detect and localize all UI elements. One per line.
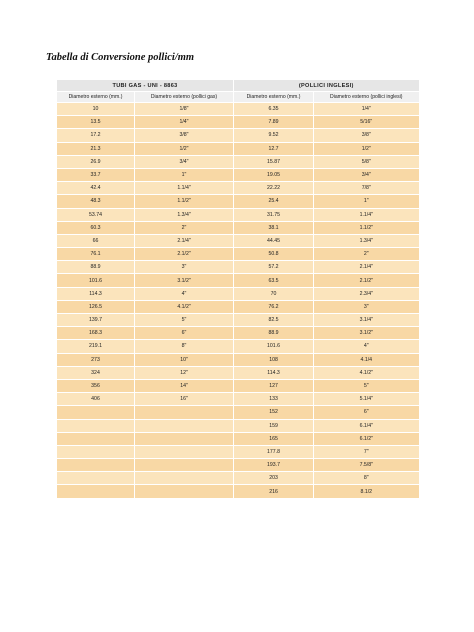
cell-mm-inglesi: 133 — [234, 393, 314, 406]
cell-pollici-inglesi: 5.1/4" — [314, 393, 419, 406]
cell-pollici-gas: 10" — [135, 353, 234, 366]
table-row — [57, 208, 419, 221]
cell-pollici-gas: 1.1/4" — [135, 182, 234, 195]
cell-mm-inglesi: 127 — [234, 379, 314, 392]
cell-mm-gas: 66 — [57, 234, 135, 247]
column-header-mm-inglesi: Diametro esterno (mm.) — [234, 92, 314, 103]
cell-pollici-inglesi: 1.1/2" — [314, 221, 419, 234]
cell-mm-inglesi: 38.1 — [234, 221, 314, 234]
cell-mm-gas: 76.1 — [57, 248, 135, 261]
cell-mm-inglesi: 22.22 — [234, 182, 314, 195]
table-row — [57, 314, 419, 327]
cell-mm-gas: 126.5 — [57, 300, 135, 313]
cell-mm-inglesi: 165 — [234, 432, 314, 445]
cell-pollici-inglesi: 1.1/4" — [314, 208, 419, 221]
table-row — [57, 419, 419, 432]
cell-mm-gas: 10 — [57, 103, 135, 116]
cell-mm-inglesi: 50.8 — [234, 248, 314, 261]
cell-pollici-gas — [135, 432, 234, 445]
cell-pollici-inglesi: 2.1/4" — [314, 261, 419, 274]
cell-pollici-gas: 1.1/2" — [135, 195, 234, 208]
cell-mm-inglesi: 82.5 — [234, 314, 314, 327]
cell-mm-inglesi: 12.7 — [234, 142, 314, 155]
cell-pollici-inglesi: 7" — [314, 445, 419, 458]
table-row — [57, 142, 419, 155]
cell-mm-gas — [57, 485, 135, 498]
cell-pollici-gas: 3.1/2" — [135, 274, 234, 287]
cell-mm-gas: 17.2 — [57, 129, 135, 142]
cell-pollici-inglesi: 4" — [314, 340, 419, 353]
cell-pollici-inglesi: 5/16" — [314, 116, 419, 129]
cell-mm-inglesi: 6.35 — [234, 103, 314, 116]
cell-pollici-inglesi: 2" — [314, 248, 419, 261]
cell-pollici-inglesi: 2.3/4" — [314, 287, 419, 300]
cell-mm-inglesi: 101.6 — [234, 340, 314, 353]
table-row — [57, 366, 419, 379]
table-row — [57, 300, 419, 313]
cell-mm-inglesi: 177.8 — [234, 445, 314, 458]
cell-mm-inglesi: 152 — [234, 406, 314, 419]
cell-mm-gas: 33.7 — [57, 168, 135, 181]
cell-pollici-gas: 2.1/2" — [135, 248, 234, 261]
cell-mm-inglesi: 216 — [234, 485, 314, 498]
cell-pollici-inglesi: 1.3/4" — [314, 234, 419, 247]
cell-pollici-inglesi: 3" — [314, 300, 419, 313]
table-row — [57, 393, 419, 406]
column-header-row — [57, 92, 419, 103]
table-row — [57, 155, 419, 168]
cell-mm-gas — [57, 459, 135, 472]
cell-mm-gas: 13.5 — [57, 116, 135, 129]
table-row — [57, 129, 419, 142]
cell-pollici-inglesi: 2.1/2" — [314, 274, 419, 287]
cell-pollici-gas: 5" — [135, 314, 234, 327]
cell-mm-gas: 53.74 — [57, 208, 135, 221]
cell-pollici-inglesi: 3.1/2" — [314, 327, 419, 340]
cell-mm-inglesi: 193.7 — [234, 459, 314, 472]
cell-mm-inglesi: 7.89 — [234, 116, 314, 129]
cell-pollici-inglesi: 3.1/4" — [314, 314, 419, 327]
table-row — [57, 406, 419, 419]
cell-mm-gas — [57, 472, 135, 485]
cell-mm-inglesi: 108 — [234, 353, 314, 366]
table-row — [57, 221, 419, 234]
cell-pollici-inglesi: 8" — [314, 472, 419, 485]
cell-pollici-gas: 14" — [135, 379, 234, 392]
cell-pollici-inglesi: 3/8" — [314, 129, 419, 142]
table-row — [57, 327, 419, 340]
cell-pollici-gas: 16" — [135, 393, 234, 406]
cell-pollici-inglesi: 3/4" — [314, 168, 419, 181]
cell-mm-gas: 88.9 — [57, 261, 135, 274]
cell-mm-inglesi: 203 — [234, 472, 314, 485]
cell-pollici-inglesi: 6" — [314, 406, 419, 419]
cell-pollici-inglesi: 1" — [314, 195, 419, 208]
group-header-inches: (POLLICI INGLESI) — [234, 80, 419, 92]
cell-mm-inglesi: 88.9 — [234, 327, 314, 340]
cell-mm-gas — [57, 432, 135, 445]
cell-mm-gas: 21.3 — [57, 142, 135, 155]
document-title: Tabella di Conversione pollici/mm — [46, 52, 195, 63]
cell-pollici-gas — [135, 419, 234, 432]
cell-pollici-inglesi: 7/8" — [314, 182, 419, 195]
cell-pollici-inglesi: 6.1/4" — [314, 419, 419, 432]
cell-mm-inglesi: 9.52 — [234, 129, 314, 142]
column-header-mm-gas: Diametro esterno (mm.) — [57, 92, 135, 103]
cell-pollici-gas: 1.3/4" — [135, 208, 234, 221]
cell-pollici-gas — [135, 485, 234, 498]
cell-mm-gas: 26.9 — [57, 155, 135, 168]
table-row — [57, 195, 419, 208]
cell-pollici-gas: 3" — [135, 261, 234, 274]
cell-pollici-gas: 6" — [135, 327, 234, 340]
cell-pollici-gas: 1/2" — [135, 142, 234, 155]
cell-mm-gas: 406 — [57, 393, 135, 406]
cell-mm-gas: 60.3 — [57, 221, 135, 234]
group-header-row — [57, 80, 419, 92]
table-row — [57, 116, 419, 129]
table-row — [57, 432, 419, 445]
cell-pollici-gas: 8" — [135, 340, 234, 353]
cell-mm-inglesi: 31.75 — [234, 208, 314, 221]
cell-mm-inglesi: 63.5 — [234, 274, 314, 287]
group-header-gas: TUBI GAS - UNI - 8863 — [57, 80, 234, 92]
column-header-pollici-gas: Diametro esterno (pollici gas) — [135, 92, 234, 103]
cell-mm-gas: 273 — [57, 353, 135, 366]
cell-mm-inglesi: 15.87 — [234, 155, 314, 168]
cell-mm-inglesi: 76.2 — [234, 300, 314, 313]
cell-pollici-gas: 1" — [135, 168, 234, 181]
cell-pollici-inglesi: 8.1/2 — [314, 485, 419, 498]
table-row — [57, 459, 419, 472]
cell-pollici-gas — [135, 445, 234, 458]
cell-mm-gas — [57, 419, 135, 432]
cell-pollici-inglesi: 5" — [314, 379, 419, 392]
table-row — [57, 274, 419, 287]
table-row — [57, 261, 419, 274]
table-row — [57, 182, 419, 195]
cell-pollici-inglesi: 1/4" — [314, 103, 419, 116]
cell-pollici-gas: 4" — [135, 287, 234, 300]
cell-pollici-gas: 12" — [135, 366, 234, 379]
cell-mm-gas: 324 — [57, 366, 135, 379]
table-row — [57, 248, 419, 261]
column-header-pollici-inglesi: Diametro esterno (pollici inglesi) — [314, 92, 419, 103]
cell-pollici-gas — [135, 472, 234, 485]
table-row — [57, 353, 419, 366]
cell-mm-inglesi: 114.3 — [234, 366, 314, 379]
cell-pollici-gas: 4.1/2" — [135, 300, 234, 313]
cell-pollici-gas: 2.1/4" — [135, 234, 234, 247]
cell-mm-gas: 168.3 — [57, 327, 135, 340]
cell-pollici-inglesi: 7.5/8" — [314, 459, 419, 472]
conversion-table — [56, 80, 419, 499]
cell-pollici-inglesi: 4.1/2" — [314, 366, 419, 379]
cell-pollici-gas: 3/8" — [135, 129, 234, 142]
table-row — [57, 103, 419, 116]
cell-mm-inglesi: 159 — [234, 419, 314, 432]
cell-mm-gas: 356 — [57, 379, 135, 392]
cell-pollici-gas: 1/4" — [135, 116, 234, 129]
cell-mm-inglesi: 57.2 — [234, 261, 314, 274]
cell-pollici-inglesi: 6.1/2" — [314, 432, 419, 445]
cell-mm-inglesi: 70 — [234, 287, 314, 300]
cell-pollici-gas: 3/4" — [135, 155, 234, 168]
cell-mm-gas: 42.4 — [57, 182, 135, 195]
table-row — [57, 168, 419, 181]
cell-mm-gas: 114.3 — [57, 287, 135, 300]
cell-mm-gas: 139.7 — [57, 314, 135, 327]
table-row — [57, 340, 419, 353]
cell-mm-gas: 48.3 — [57, 195, 135, 208]
table-row — [57, 445, 419, 458]
table-row — [57, 234, 419, 247]
table-row — [57, 379, 419, 392]
cell-mm-gas — [57, 406, 135, 419]
cell-pollici-inglesi: 4.1/4 — [314, 353, 419, 366]
table-body — [57, 103, 419, 499]
cell-mm-gas — [57, 445, 135, 458]
cell-mm-inglesi: 19.05 — [234, 168, 314, 181]
cell-mm-gas: 219.1 — [57, 340, 135, 353]
cell-pollici-gas — [135, 459, 234, 472]
table-row — [57, 287, 419, 300]
cell-pollici-inglesi: 1/2" — [314, 142, 419, 155]
cell-pollici-gas: 2" — [135, 221, 234, 234]
cell-mm-inglesi: 44.45 — [234, 234, 314, 247]
table-row — [57, 472, 419, 485]
cell-pollici-gas — [135, 406, 234, 419]
cell-pollici-inglesi: 5/8" — [314, 155, 419, 168]
cell-mm-gas: 101.6 — [57, 274, 135, 287]
cell-mm-inglesi: 25.4 — [234, 195, 314, 208]
table-row — [57, 485, 419, 498]
cell-pollici-gas: 1/8" — [135, 103, 234, 116]
